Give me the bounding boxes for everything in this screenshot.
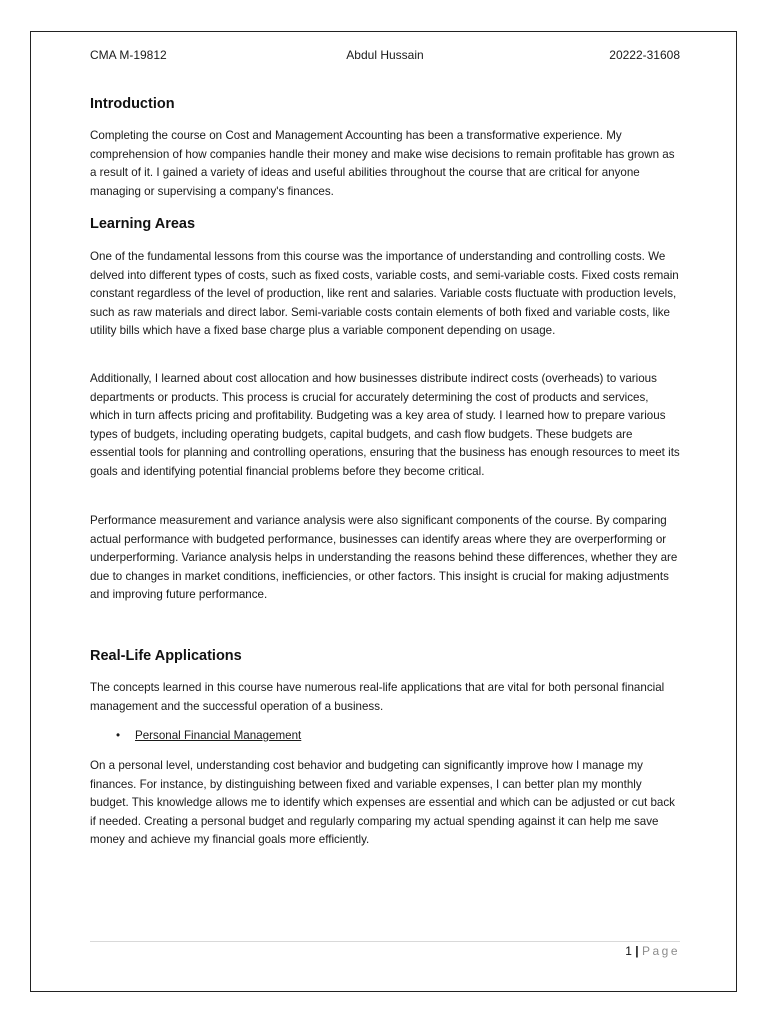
bullet-label: Personal Financial Management [135,729,302,742]
header-student-id: 20222-31608 [609,48,680,62]
learning-areas-paragraph-3: Performance measurement and variance analysis were also significant components of the course. By comparing actual performance with budgeted performance, businesses can identify areas where they are overperforming or underperforming. Variance analysis helps in understanding the reasons behind these differences, whether they are due to changes in market conditions, inefficiencies, or other factors. This insight is crucial for making adjustments and improving future performance. [90,514,678,602]
header-course-code: CMA M-19812 [90,48,167,62]
learning-areas-paragraph-1: One of the fundamental lessons from this course was the importance of understanding and controlling costs. We delved into different types of costs, such as fixed costs, variable costs, and semi-variable costs. Fixed costs remain constant regardless of the level of production, like rent and salaries. Variable costs fluctuate with production levels, such as raw materials and direct labor. Semi-variable costs contain elements of both fixed and variable costs, like utility bills which have a fixed base charge plus a variable component depending on usage. [90,250,679,338]
page-header [90,48,680,66]
page-label: Page [641,944,680,958]
document-page [30,31,737,992]
personal-finance-paragraph: On a personal level, understanding cost behavior and budgeting can significantly improve how I manage my finances. For instance, by distinguishing between fixed and variable expenses, I can better plan my monthly budget. This knowledge allows me to identify which expenses are essential and which can be adjusted or cut back if needed. Creating a personal budget and regularly comparing my actual spending against it can help me save money and achieve my financial goals more efficiently. [90,759,675,847]
page-number: 1 [625,944,632,958]
footer-divider [90,941,680,942]
bullet-icon: • [116,729,121,742]
header-author-name: Abdul Hussain [346,48,424,62]
learning-areas-heading: Learning Areas [90,216,196,232]
list-item [116,727,301,745]
page-footer [625,944,680,958]
learning-areas-paragraph-2: Additionally, I learned about cost allocation and how businesses distribute indirect costs (overheads) to various departments or products. This process is crucial for accurately determining the cost of products and services, which in turn affects pricing and profitability. Budgeting was a key area of study. I learned how to prepare various types of budgets, including operating budgets, capital budgets, and cash flow budgets. These budgets are essential tools for planning and controlling operations, ensuring that the business has enough resources to meet its goals and identifying potential financial problems before they become critical. [90,372,680,478]
page-separator: | [635,944,639,958]
introduction-heading: Introduction [90,96,175,112]
introduction-paragraph: Completing the course on Cost and Management Accounting has been a transformative experience. My comprehension of how companies handle their money and make wise decisions to remain profitable has grown as a result of it. I gained a variety of ideas and useful abilities throughout the course that are critical for anyone managing or supervising a company's finances. [90,129,675,198]
real-life-applications-heading: Real-Life Applications [90,648,242,664]
real-life-paragraph: The concepts learned in this course have numerous real-life applications that are vital for both personal financial management and the successful operation of a business. [90,681,665,713]
